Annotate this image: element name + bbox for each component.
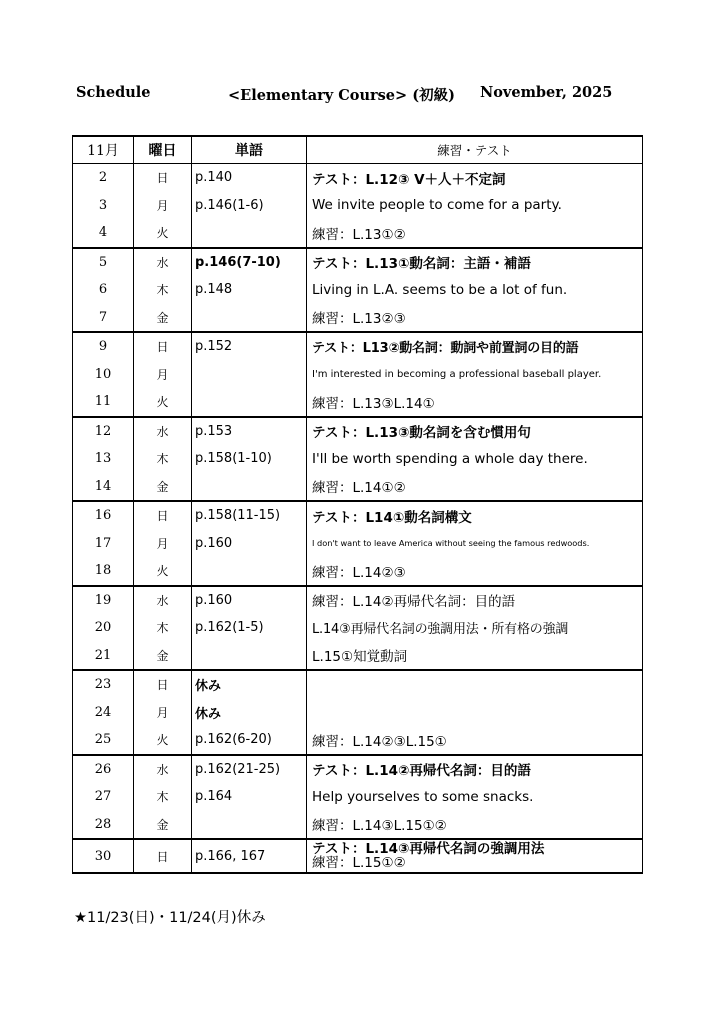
table-row (73, 726, 643, 755)
day-cell: 17 (73, 530, 134, 558)
weekday-cell: 火 (134, 388, 192, 417)
day-cell: 23 (73, 670, 134, 699)
word-cell (192, 473, 307, 502)
weekday-cell: 水 (134, 248, 192, 277)
table-row (73, 276, 643, 304)
practice-cell: テスト：L14①動名詞構文 (307, 501, 643, 530)
practice-cell: 練習：L.13①② (307, 219, 643, 248)
word-cell: p.160 (192, 586, 307, 615)
practice-cell: Help yourselves to some snacks. (307, 783, 643, 811)
table-row (73, 670, 643, 699)
header-title: Schedule (76, 84, 151, 101)
table-row (73, 699, 643, 727)
practice-cell: 練習：L.14②③ (307, 557, 643, 586)
column-header-weekday: 曜日 (134, 136, 192, 164)
table-row (73, 811, 643, 840)
weekday-cell: 日 (134, 332, 192, 361)
day-cell: 19 (73, 586, 134, 615)
table-row (73, 614, 643, 642)
table-row (73, 192, 643, 220)
day-cell: 21 (73, 642, 134, 671)
word-cell: p.158(1-10) (192, 445, 307, 473)
day-cell: 6 (73, 276, 134, 304)
weekday-cell: 金 (134, 811, 192, 840)
word-cell: p.146(7-10) (192, 248, 307, 277)
practice-cell: テスト：L13②動名詞：動詞や前置詞の目的語 (307, 332, 643, 361)
practice-cell: L.15①知覚動詞 (307, 642, 643, 671)
practice-cell: 練習：L.14①② (307, 473, 643, 502)
day-cell: 18 (73, 557, 134, 586)
word-cell: p.162(21-25) (192, 755, 307, 784)
word-cell: p.146(1-6) (192, 192, 307, 220)
holiday-note: ★11/23(日)・11/24(月)休み (74, 910, 266, 926)
practice-cell: L.14③再帰代名詞の強調用法・所有格の強調 (307, 614, 643, 642)
weekday-cell: 月 (134, 530, 192, 558)
course-name: <Elementary Course> (初級) (228, 87, 455, 104)
day-cell: 20 (73, 614, 134, 642)
practice-cell: Living in L.A. seems to be a lot of fun. (307, 276, 643, 304)
practice-test-line: テスト：L.14③再帰代名詞の強調用法 (312, 841, 545, 857)
weekday-cell: 火 (134, 557, 192, 586)
weekday-cell: 水 (134, 586, 192, 615)
word-cell: p.162(1-5) (192, 614, 307, 642)
day-cell: 28 (73, 811, 134, 840)
word-cell (192, 304, 307, 333)
practice-cell: テスト：L.12③ V＋人＋不定詞 (307, 164, 643, 192)
day-cell: 14 (73, 473, 134, 502)
weekday-cell: 金 (134, 304, 192, 333)
day-cell: 4 (73, 219, 134, 248)
word-cell: 休み (192, 699, 307, 727)
practice-cell: テスト：L.13③動名詞を含む慣用句 (307, 417, 643, 446)
day-cell: 2 (73, 164, 134, 192)
schedule-table (72, 135, 643, 874)
table-row (73, 586, 643, 615)
practice-cell: 練習：L.13③L.14① (307, 388, 643, 417)
table-row (73, 445, 643, 473)
table-row (73, 642, 643, 671)
table-row (73, 248, 643, 277)
word-cell: 休み (192, 670, 307, 699)
table-row (73, 388, 643, 417)
day-cell: 11 (73, 388, 134, 417)
practice-cell: テスト：L.13①動名詞：主語・補語 (307, 248, 643, 277)
table-row (73, 361, 643, 389)
table-row (73, 332, 643, 361)
header (0, 84, 720, 106)
practice-cell: 練習：L.13②③ (307, 304, 643, 333)
weekday-cell: 木 (134, 276, 192, 304)
table-row (73, 755, 643, 784)
practice-cell: 練習：L.14③L.15①② (307, 811, 643, 840)
weekday-cell: 日 (134, 501, 192, 530)
practice-cell: I'll be worth spending a whole day there. (307, 445, 643, 473)
table-row (73, 304, 643, 333)
day-cell: 26 (73, 755, 134, 784)
weekday-cell: 水 (134, 417, 192, 446)
weekday-cell: 金 (134, 642, 192, 671)
weekday-cell: 木 (134, 445, 192, 473)
practice-exercise-line: 練習：L.15①② (312, 855, 406, 871)
weekday-cell: 木 (134, 783, 192, 811)
weekday-cell: 月 (134, 192, 192, 220)
day-cell: 9 (73, 332, 134, 361)
weekday-cell: 金 (134, 473, 192, 502)
weekday-cell: 水 (134, 755, 192, 784)
day-cell: 7 (73, 304, 134, 333)
day-cell: 30 (73, 839, 134, 873)
word-cell: p.153 (192, 417, 307, 446)
practice-cell: I don't want to leave America without seeing the famous redwoods. (307, 530, 643, 558)
day-cell: 10 (73, 361, 134, 389)
day-cell: 16 (73, 501, 134, 530)
weekday-cell: 日 (134, 164, 192, 192)
table-row (73, 530, 643, 558)
weekday-cell: 木 (134, 614, 192, 642)
practice-cell (307, 670, 643, 699)
month-year: November, 2025 (480, 84, 613, 101)
word-cell: p.162(6-20) (192, 726, 307, 755)
word-cell (192, 642, 307, 671)
table-row (73, 839, 643, 873)
word-cell: p.166, 167 (192, 839, 307, 873)
practice-cell: I'm interested in becoming a professional baseball player. (307, 361, 643, 389)
weekday-cell: 日 (134, 839, 192, 873)
word-cell (192, 219, 307, 248)
word-cell: p.164 (192, 783, 307, 811)
word-cell (192, 811, 307, 840)
word-cell: p.158(11-15) (192, 501, 307, 530)
word-cell: p.140 (192, 164, 307, 192)
practice-cell: テスト：L.14②再帰代名詞：目的語 (307, 755, 643, 784)
word-cell: p.160 (192, 530, 307, 558)
table-row (73, 783, 643, 811)
day-cell: 13 (73, 445, 134, 473)
day-cell: 27 (73, 783, 134, 811)
column-header-practice-test: 練習・テスト (307, 136, 643, 164)
weekday-cell: 火 (134, 726, 192, 755)
weekday-cell: 月 (134, 699, 192, 727)
practice-cell: 練習：L.14②再帰代名詞：目的語 (307, 586, 643, 615)
table-row (73, 219, 643, 248)
table-row (73, 164, 643, 192)
word-cell: p.152 (192, 332, 307, 361)
practice-cell: We invite people to come for a party. (307, 192, 643, 220)
table-row (73, 557, 643, 586)
day-cell: 3 (73, 192, 134, 220)
column-header-words: 単語 (192, 136, 307, 164)
practice-cell: 練習：L.14②③L.15① (307, 726, 643, 755)
day-cell: 25 (73, 726, 134, 755)
word-cell (192, 557, 307, 586)
practice-cell (307, 839, 643, 873)
table-row (73, 501, 643, 530)
column-header-month: 11月 (73, 136, 134, 164)
weekday-cell: 月 (134, 361, 192, 389)
table-row (73, 417, 643, 446)
word-cell: p.148 (192, 276, 307, 304)
practice-cell (307, 699, 643, 727)
word-cell (192, 388, 307, 417)
word-cell (192, 361, 307, 389)
day-cell: 5 (73, 248, 134, 277)
table-header-row (73, 136, 643, 164)
day-cell: 24 (73, 699, 134, 727)
table-row (73, 473, 643, 502)
weekday-cell: 日 (134, 670, 192, 699)
day-cell: 12 (73, 417, 134, 446)
weekday-cell: 火 (134, 219, 192, 248)
